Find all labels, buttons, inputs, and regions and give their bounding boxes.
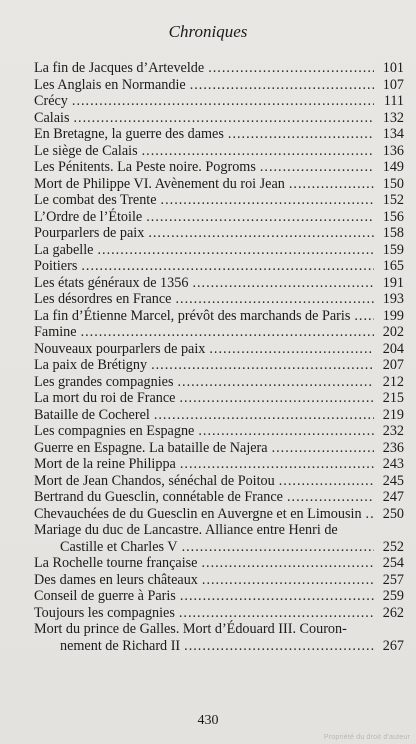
toc-entry	[34, 324, 404, 341]
dot-leader	[179, 605, 374, 622]
toc-entry	[34, 341, 404, 358]
toc-entry-page: 134	[382, 126, 404, 142]
toc-entry	[34, 357, 404, 374]
toc-entry	[34, 374, 404, 391]
toc-entry-title: Chevauchées de du Guesclin en Auvergne et en Limousin	[34, 505, 362, 522]
toc-entry-title: Les états généraux de 1356	[34, 274, 189, 291]
running-header: Chroniques	[168, 22, 248, 41]
toc-entry-page: 165	[382, 258, 404, 274]
toc-entry	[34, 473, 404, 490]
dot-leader	[154, 407, 374, 424]
toc-entry-page: 150	[382, 175, 404, 192]
dot-leader	[198, 423, 374, 440]
toc-entry	[34, 159, 404, 176]
page-number: 430	[197, 713, 219, 728]
toc-entry-title: Les Pénitents. La Peste noire. Pogroms	[34, 159, 256, 175]
toc-entry-page: 259	[382, 588, 404, 604]
toc-entry-title: L’Ordre de l’Étoile	[34, 208, 143, 225]
toc-entry-page: 101	[382, 60, 404, 76]
toc-entry-title: La Rochelle tourne française	[34, 555, 198, 571]
dot-leader	[190, 77, 374, 94]
toc-entry-page: 136	[382, 142, 404, 159]
toc-entry-page: 236	[382, 439, 404, 456]
toc-entry	[34, 390, 404, 407]
toc-entry-page: 132	[382, 109, 404, 126]
dot-leader	[146, 209, 374, 226]
toc-entry	[34, 588, 404, 605]
toc-entry-page: 207	[382, 357, 404, 373]
toc-entry-page: 159	[382, 241, 404, 258]
dot-leader	[260, 159, 374, 176]
toc-entry-page: 193	[382, 291, 404, 307]
toc-entry-title: En Bretagne, la guerre des dames	[34, 126, 224, 142]
dot-leader	[81, 258, 374, 275]
toc-entry-title: La gabelle	[34, 241, 94, 258]
toc-entry-title: Mort de la reine Philippa	[34, 456, 176, 472]
toc-entry-title: La mort du roi de France	[34, 390, 176, 406]
dot-leader	[180, 456, 374, 473]
dot-leader	[201, 555, 374, 572]
toc-entry	[34, 258, 404, 275]
dot-leader	[182, 539, 374, 556]
toc-entry-page: 262	[382, 604, 404, 621]
toc-entry-page: 254	[382, 555, 404, 571]
toc-entry	[34, 555, 404, 572]
toc-entry-title: Famine	[34, 324, 77, 340]
toc-entry-title: Des dames en leurs châteaux	[34, 571, 198, 588]
table-of-contents	[34, 60, 404, 654]
dot-leader	[148, 225, 374, 242]
dot-leader	[97, 242, 374, 259]
toc-entry-page: 191	[382, 274, 404, 291]
toc-entry	[34, 572, 404, 589]
dot-leader	[209, 341, 374, 358]
toc-entry-title: Nouveaux pourparlers de paix	[34, 340, 206, 357]
watermark: Propriété du droit d'auteur	[323, 734, 410, 741]
toc-entry-title: Les grandes compagnies	[34, 373, 174, 390]
toc-entry-title: nement de Richard II	[60, 637, 181, 654]
toc-entry-page: 199	[382, 307, 404, 324]
toc-entry-title: La fin d’Étienne Marcel, prévôt des marchands de Paris	[34, 307, 351, 324]
toc-entry	[34, 110, 404, 127]
dot-leader	[184, 638, 374, 655]
toc-entry	[34, 440, 404, 457]
toc-entry-page: 267	[382, 637, 404, 654]
toc-entry-page: 111	[383, 93, 404, 109]
toc-entry-title: Crécy	[34, 93, 68, 109]
toc-entry-page: 212	[382, 373, 404, 390]
toc-entry-page: 156	[382, 208, 404, 225]
toc-entry-page: 152	[382, 192, 404, 208]
dot-leader	[208, 60, 374, 77]
toc-entry	[34, 489, 404, 506]
dot-leader	[72, 93, 374, 110]
toc-entry-page: 107	[382, 76, 404, 93]
toc-entry	[34, 456, 404, 473]
toc-entry-page: 202	[382, 324, 404, 340]
toc-entry-title: La paix de Brétigny	[34, 357, 148, 373]
toc-entry-page: 149	[382, 159, 404, 175]
toc-entry-title: Bertrand du Guesclin, connétable de France	[34, 489, 283, 505]
toc-entry-title: Mort de Jean Chandos, sénéchal de Poitou	[34, 472, 275, 489]
dot-leader	[81, 324, 374, 341]
toc-entry-title: Pourparlers de paix	[34, 225, 145, 241]
toc-entry	[34, 176, 404, 193]
toc-entry-title: Conseil de guerre à Paris	[34, 588, 176, 604]
dot-leader	[202, 572, 374, 589]
dot-leader	[180, 588, 374, 605]
toc-entry	[34, 242, 404, 259]
toc-entry	[34, 126, 404, 143]
dot-leader	[279, 473, 374, 490]
toc-entry	[34, 93, 404, 110]
toc-entry-title: Les désordres en France	[34, 291, 172, 307]
dot-leader	[151, 357, 374, 374]
toc-entry	[34, 605, 404, 622]
dot-leader	[192, 275, 374, 292]
toc-entry-title: Le siège de Calais	[34, 142, 138, 159]
toc-entry	[34, 77, 404, 94]
toc-entry-page: 257	[382, 571, 404, 588]
toc-entry	[34, 522, 404, 555]
toc-entry-page: 232	[382, 423, 404, 439]
toc-entry-title: Bataille de Cocherel	[34, 406, 150, 423]
toc-entry-title: Guerre en Espagne. La bataille de Najera	[34, 439, 268, 456]
toc-entry-page: 245	[382, 472, 404, 489]
toc-entry-title: Les compagnies en Espagne	[34, 423, 195, 439]
toc-entry-title: Mort de Philippe VI. Avènement du roi Jean	[34, 175, 285, 192]
toc-entry	[34, 60, 404, 77]
toc-entry-page: 215	[382, 390, 404, 406]
toc-entry-page: 158	[382, 225, 404, 241]
toc-entry-title: Mariage du duc de Lancastre. Alliance entre Henri de	[34, 522, 338, 538]
toc-entry-title: Les Anglais en Normandie	[34, 76, 186, 93]
toc-entry	[34, 506, 404, 523]
dot-leader	[175, 291, 374, 308]
toc-entry	[34, 192, 404, 209]
toc-entry	[34, 308, 404, 325]
toc-entry-title: Castille et Charles V	[60, 538, 178, 555]
dot-leader	[179, 390, 374, 407]
dot-leader	[177, 374, 374, 391]
toc-entry	[34, 621, 404, 654]
toc-entry	[34, 275, 404, 292]
toc-entry-page: 204	[382, 340, 404, 357]
dot-leader	[287, 489, 374, 506]
toc-entry-page: 247	[382, 489, 404, 505]
dot-leader	[366, 506, 374, 523]
toc-entry-title: Le combat des Trente	[34, 192, 157, 208]
dot-leader	[142, 143, 374, 160]
toc-entry	[34, 143, 404, 160]
dot-leader	[354, 308, 374, 325]
dot-leader	[272, 440, 374, 457]
dot-leader	[228, 126, 374, 143]
dot-leader	[73, 110, 374, 127]
toc-entry-page: 252	[382, 538, 404, 555]
toc-entry-title: Poitiers	[34, 258, 78, 274]
toc-entry	[34, 225, 404, 242]
dot-leader	[161, 192, 374, 209]
toc-entry-title: Mort du prince de Galles. Mort d’Édouard III. Couron-	[34, 621, 347, 637]
toc-entry	[34, 423, 404, 440]
toc-entry	[34, 407, 404, 424]
toc-entry-title: Calais	[34, 109, 70, 126]
toc-entry-page: 243	[382, 456, 404, 472]
toc-entry-title: La fin de Jacques d’Artevelde	[34, 60, 205, 76]
toc-entry-page: 250	[382, 505, 404, 522]
toc-entry	[34, 209, 404, 226]
toc-entry-page: 219	[382, 406, 404, 423]
toc-entry-title: Toujours les compagnies	[34, 604, 175, 621]
toc-entry	[34, 291, 404, 308]
dot-leader	[289, 176, 374, 193]
